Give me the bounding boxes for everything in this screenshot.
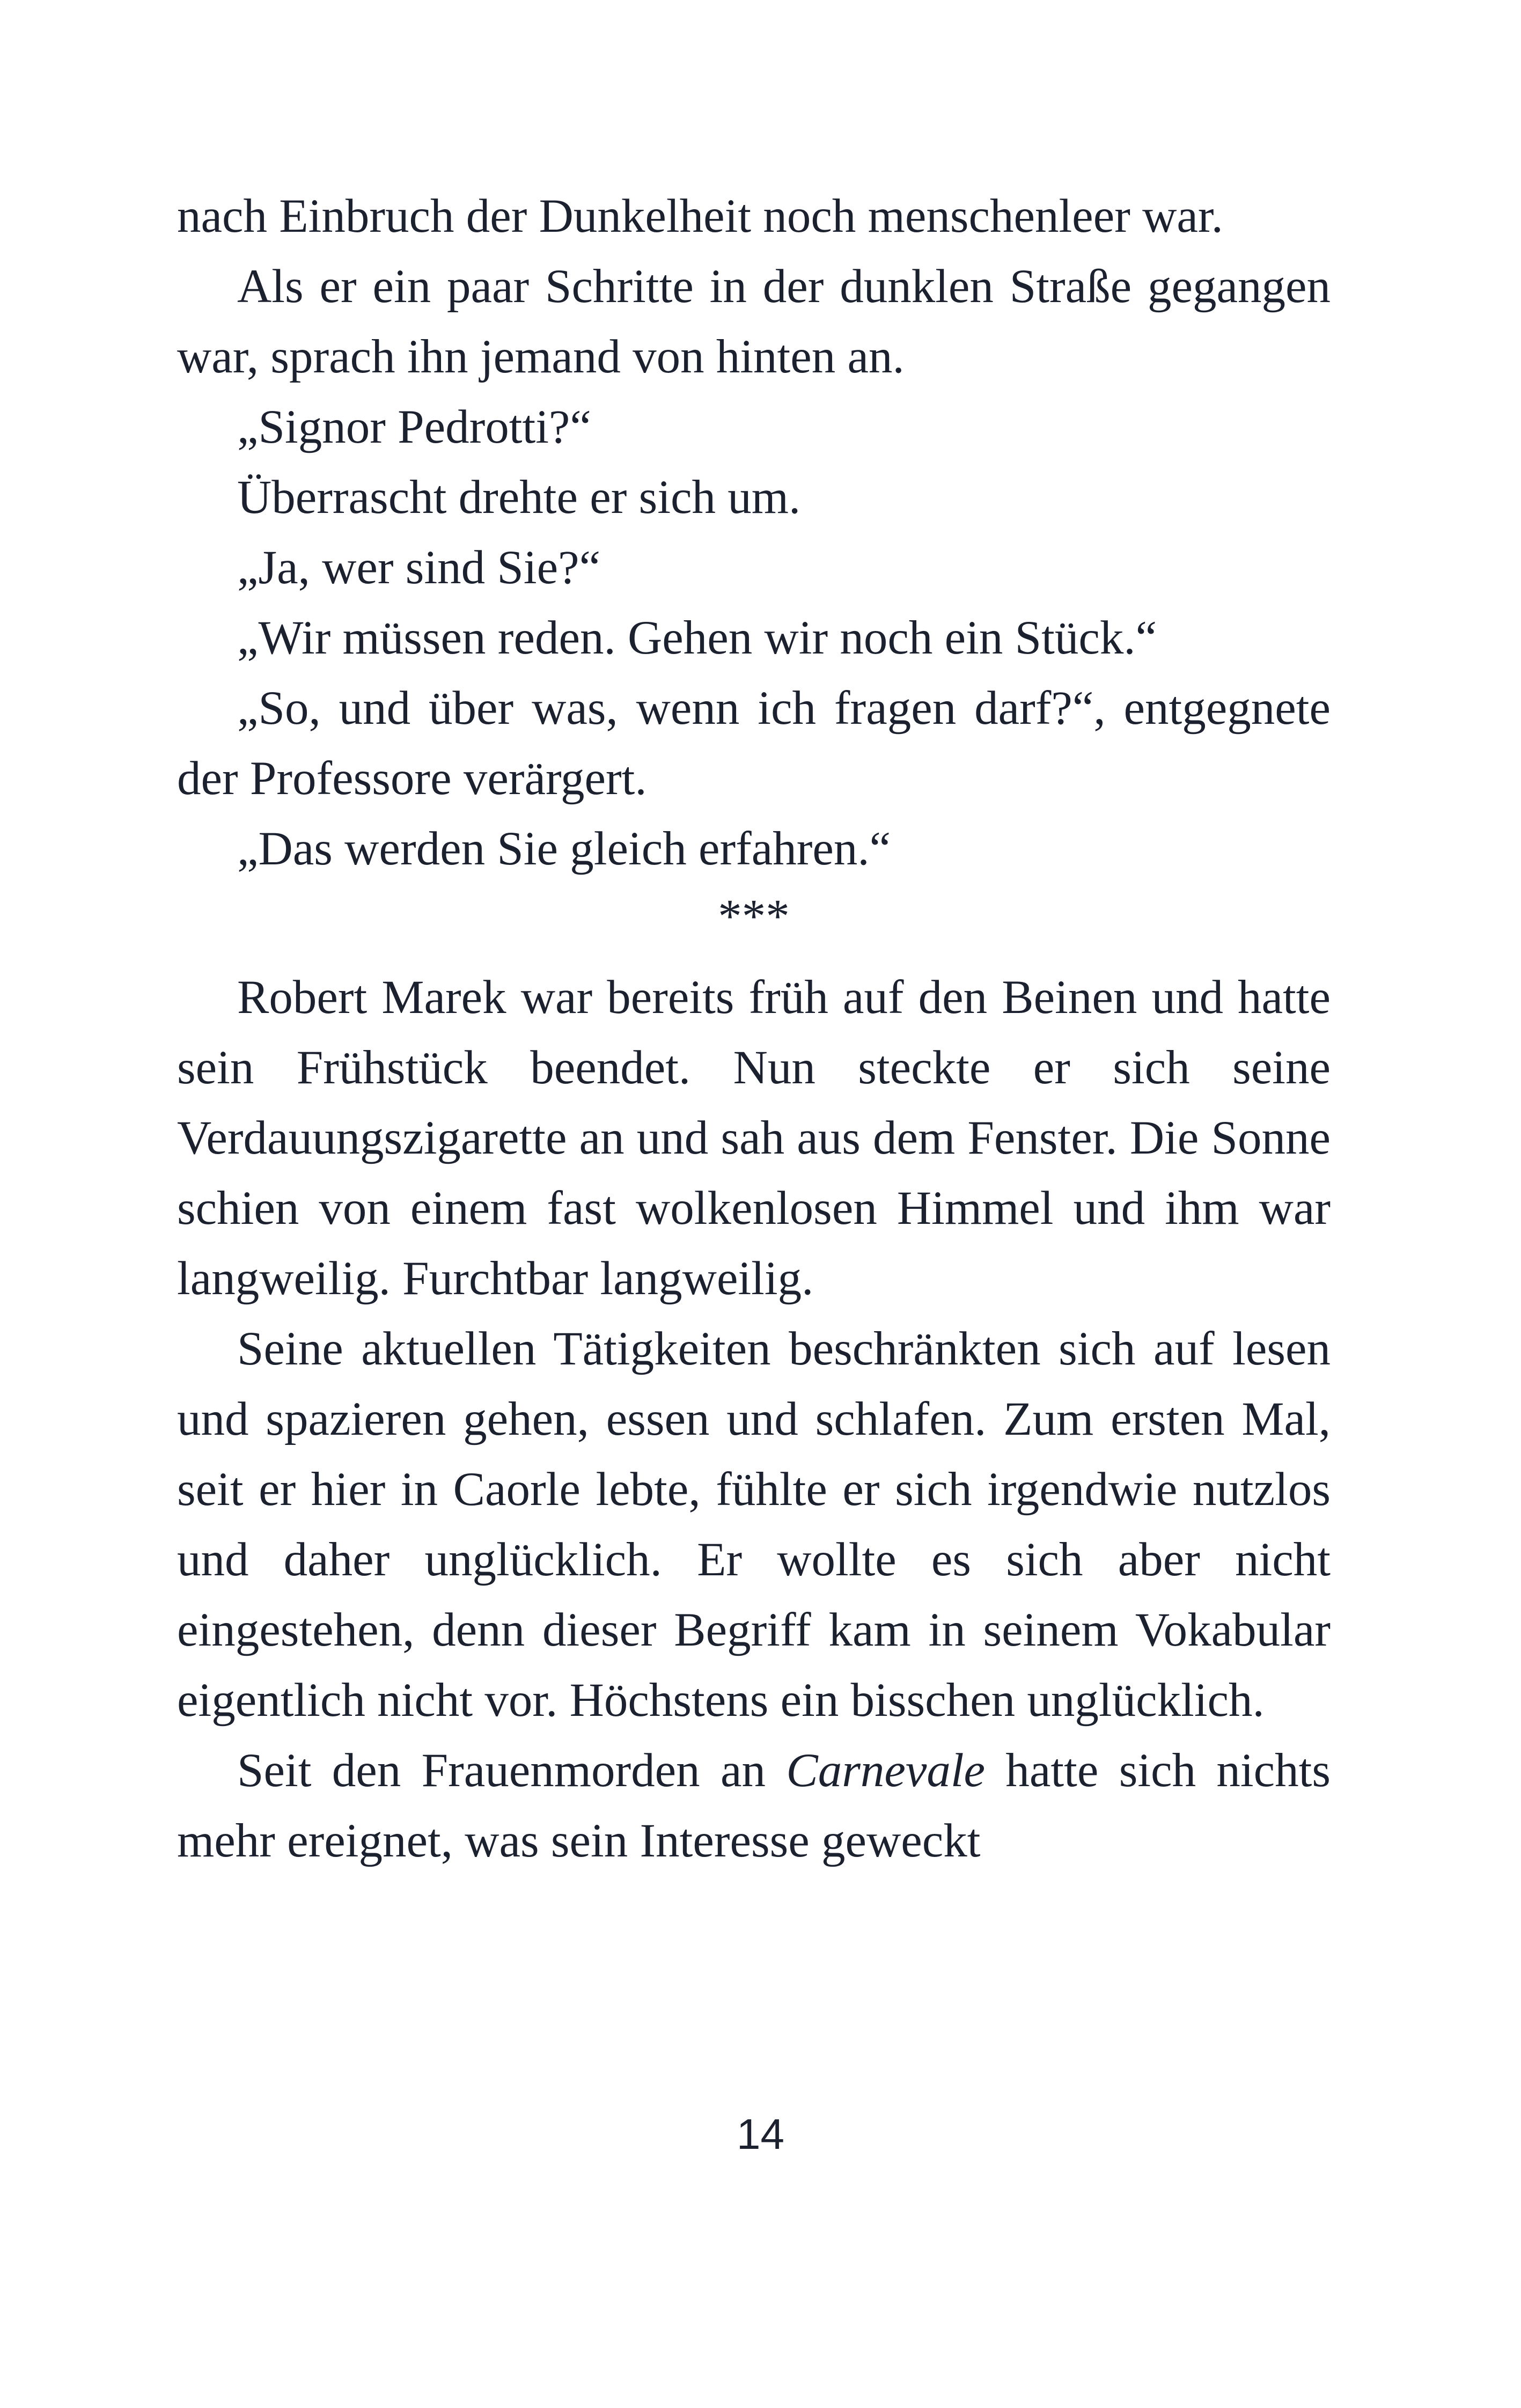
paragraph: Robert Marek war bereits früh auf den Beinen und hatte sein Frühstück beendet. Nun steckte er sich seine Verdauungszigarette an und sah aus dem Fenster. Die Sonne schien von einem fast wolkenlosen Himmel und ihm war langweilig. Furchtbar langweilig. — [177, 971, 1331, 1305]
page-number: 14 — [737, 2110, 784, 2158]
paragraph-with-italic — [177, 1736, 1331, 1876]
text-run: hatte sich nichts mehr ereignet, was sein Interesse geweckt — [177, 1744, 1331, 1867]
scene-separator: *** — [718, 890, 790, 943]
italic-term: Carnevale — [786, 1744, 986, 1797]
body-text — [177, 181, 1331, 1876]
dialogue-line: „Signor Pedrotti?“ — [237, 401, 591, 453]
paragraph-continuation: nach Einbruch der Dunkelheit noch menschenleer war. — [177, 190, 1223, 243]
dialogue-line: „Das werden Sie gleich erfahren.“ — [237, 823, 891, 875]
dialogue-line: „So, und über was, wenn ich fragen darf?“, entgegnete der Professore verärgert. — [177, 682, 1331, 805]
paragraph: Als er ein paar Schritte in der dunklen Straße gegangen war, sprach ihn jemand von hinten an. — [177, 260, 1331, 383]
paragraph: Überrascht drehte er sich um. — [237, 471, 801, 524]
dialogue-line: „Wir müssen reden. Gehen wir noch ein Stück.“ — [237, 612, 1157, 664]
text-run: Seit den Frauenmorden an — [237, 1744, 787, 1797]
paragraph: Seine aktuellen Tätigkeiten beschränkten sich auf lesen und spazieren gehen, essen und schlafen. Zum ersten Mal, seit er hier in Caorle lebte, fühlte er sich irgendwie nutzlos und daher unglücklich. Er wollte es sich aber nicht eingestehen, denn dieser Begriff kam in seinem Vokabular eigentlich nicht vor. Höchstens ein bisschen unglücklich. — [177, 1323, 1331, 1727]
dialogue-line: „Ja, wer sind Sie?“ — [237, 541, 601, 594]
